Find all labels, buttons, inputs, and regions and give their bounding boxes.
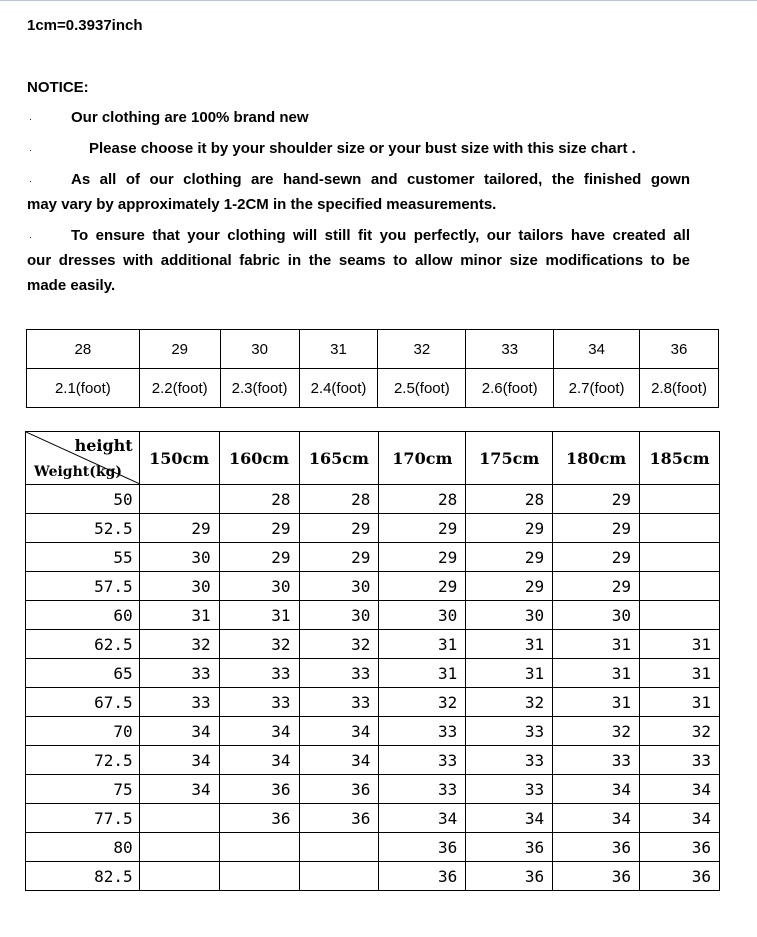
height-column-header: 170cm xyxy=(379,432,466,485)
feet-row xyxy=(27,369,719,408)
weight-cell: 75 xyxy=(26,775,140,804)
size-value-cell: 34 xyxy=(219,717,299,746)
notice-para4-line: made easily. xyxy=(27,277,116,294)
size-value-cell: 30 xyxy=(466,601,553,630)
height-column-header: 160cm xyxy=(219,432,299,485)
weight-cell: 60 xyxy=(26,601,140,630)
size-value-cell xyxy=(139,862,219,891)
weight-cell: 72.5 xyxy=(26,746,140,775)
notice-line-brand-new: Our clothing are 100% brand new xyxy=(71,109,309,126)
table-row xyxy=(26,659,720,688)
size-value-cell: 33 xyxy=(299,688,379,717)
feet-cell: 2.7(foot) xyxy=(554,369,640,408)
height-column-header: 185cm xyxy=(640,432,720,485)
weight-cell: 70 xyxy=(26,717,140,746)
size-value-cell: 34 xyxy=(379,804,466,833)
size-value-cell: 33 xyxy=(466,717,553,746)
size-value-cell: 33 xyxy=(139,688,219,717)
size-value-cell: 28 xyxy=(299,485,379,514)
size-value-cell: 31 xyxy=(640,630,720,659)
size-value-cell xyxy=(139,804,219,833)
corner-header xyxy=(26,432,140,485)
size-value-cell: 31 xyxy=(553,659,640,688)
size-value-cell: 33 xyxy=(466,775,553,804)
size-chart-table xyxy=(25,431,720,891)
size-value-cell: 31 xyxy=(466,659,553,688)
size-value-cell: 34 xyxy=(139,717,219,746)
size-value-cell: 33 xyxy=(466,746,553,775)
size-value-cell: 31 xyxy=(553,630,640,659)
size-value-cell: 31 xyxy=(379,630,466,659)
size-value-cell: 29 xyxy=(466,543,553,572)
notice-para4-line: our dresses with additional fabric in the seams to allow minor size modifications to be xyxy=(27,252,690,269)
size-value-cell: 32 xyxy=(219,630,299,659)
size-value-cell: 30 xyxy=(299,601,379,630)
feet-cell: 2.1(foot) xyxy=(27,369,140,408)
weight-cell: 50 xyxy=(26,485,140,514)
feet-cell: 2.2(foot) xyxy=(139,369,220,408)
size-value-cell: 33 xyxy=(379,717,466,746)
size-value-cell: 36 xyxy=(379,862,466,891)
table-row xyxy=(26,746,720,775)
size-value-cell: 33 xyxy=(553,746,640,775)
weight-cell: 80 xyxy=(26,833,140,862)
size-value-cell: 33 xyxy=(640,746,720,775)
size-value-cell: 36 xyxy=(219,804,299,833)
table-row xyxy=(26,804,720,833)
size-value-cell: 34 xyxy=(640,775,720,804)
weight-cell: 52.5 xyxy=(26,514,140,543)
size-cell: 30 xyxy=(220,330,299,369)
size-value-cell: 36 xyxy=(219,775,299,804)
size-value-cell xyxy=(139,485,219,514)
size-value-cell xyxy=(640,543,720,572)
notice-title: NOTICE: xyxy=(27,79,89,96)
size-value-cell: 36 xyxy=(299,775,379,804)
notice-line-choose-size: Please choose it by your shoulder size or your bust size with this size chart . xyxy=(89,140,636,157)
size-value-cell xyxy=(139,833,219,862)
notice-para4-line: To ensure that your clothing will still fit you perfectly, our tailors have created all xyxy=(71,227,690,244)
feet-cell: 2.5(foot) xyxy=(378,369,466,408)
bullet-dot: · xyxy=(29,232,32,242)
size-value-cell: 30 xyxy=(219,572,299,601)
weight-cell: 57.5 xyxy=(26,572,140,601)
size-value-cell: 34 xyxy=(553,775,640,804)
size-value-cell: 32 xyxy=(139,630,219,659)
size-value-cell: 36 xyxy=(640,862,720,891)
size-value-cell: 28 xyxy=(379,485,466,514)
size-value-cell: 32 xyxy=(640,717,720,746)
size-cell: 32 xyxy=(378,330,466,369)
size-value-cell: 34 xyxy=(640,804,720,833)
weight-cell: 65 xyxy=(26,659,140,688)
table-row xyxy=(26,601,720,630)
table-row xyxy=(26,833,720,862)
feet-cell: 2.4(foot) xyxy=(299,369,378,408)
table-row xyxy=(26,485,720,514)
feet-cell: 2.6(foot) xyxy=(466,369,554,408)
size-value-cell: 34 xyxy=(139,746,219,775)
size-value-cell: 36 xyxy=(640,833,720,862)
size-value-cell: 34 xyxy=(553,804,640,833)
height-column-header: 165cm xyxy=(299,432,379,485)
size-value-cell: 33 xyxy=(139,659,219,688)
size-value-cell: 33 xyxy=(379,775,466,804)
top-border xyxy=(0,0,757,1)
size-value-cell xyxy=(640,485,720,514)
size-value-cell: 29 xyxy=(219,514,299,543)
height-label: height xyxy=(74,436,133,455)
height-column-header: 175cm xyxy=(466,432,553,485)
weight-cell: 77.5 xyxy=(26,804,140,833)
size-value-cell: 29 xyxy=(466,572,553,601)
size-value-cell: 31 xyxy=(553,688,640,717)
size-value-cell: 36 xyxy=(466,862,553,891)
size-value-cell: 30 xyxy=(299,572,379,601)
table-row xyxy=(26,688,720,717)
table-row xyxy=(26,775,720,804)
size-value-cell: 33 xyxy=(219,659,299,688)
size-value-cell: 36 xyxy=(553,862,640,891)
notice-para3-line: As all of our clothing are hand-sewn and customer tailored, the finished gown xyxy=(71,171,690,188)
size-value-cell: 30 xyxy=(139,543,219,572)
size-cell: 29 xyxy=(139,330,220,369)
size-value-cell: 29 xyxy=(299,514,379,543)
size-conversion-table xyxy=(26,329,719,408)
size-value-cell: 29 xyxy=(219,543,299,572)
weight-cell: 67.5 xyxy=(26,688,140,717)
size-value-cell: 29 xyxy=(299,543,379,572)
size-value-cell: 28 xyxy=(219,485,299,514)
size-cell: 28 xyxy=(27,330,140,369)
size-cell: 31 xyxy=(299,330,378,369)
size-value-cell: 30 xyxy=(553,601,640,630)
feet-cell: 2.3(foot) xyxy=(220,369,299,408)
size-value-cell: 34 xyxy=(139,775,219,804)
size-value-cell: 31 xyxy=(139,601,219,630)
size-value-cell: 36 xyxy=(553,833,640,862)
size-value-cell: 31 xyxy=(466,630,553,659)
size-value-cell: 33 xyxy=(299,659,379,688)
size-value-cell: 29 xyxy=(553,543,640,572)
size-value-cell xyxy=(640,572,720,601)
unit-conversion: 1cm=0.3937inch xyxy=(27,17,143,34)
size-value-cell: 32 xyxy=(553,717,640,746)
size-value-cell xyxy=(219,833,299,862)
feet-cell: 2.8(foot) xyxy=(640,369,719,408)
size-value-cell: 31 xyxy=(640,688,720,717)
size-cell: 34 xyxy=(554,330,640,369)
size-cell: 33 xyxy=(466,330,554,369)
bullet-dot: · xyxy=(29,114,32,124)
size-value-cell: 36 xyxy=(379,833,466,862)
size-value-cell: 29 xyxy=(379,514,466,543)
size-value-cell: 31 xyxy=(379,659,466,688)
size-row xyxy=(27,330,719,369)
table-row xyxy=(26,630,720,659)
size-value-cell: 34 xyxy=(466,804,553,833)
size-value-cell: 30 xyxy=(379,601,466,630)
size-value-cell: 33 xyxy=(219,688,299,717)
size-value-cell: 34 xyxy=(219,746,299,775)
size-value-cell: 29 xyxy=(553,485,640,514)
size-cell: 36 xyxy=(640,330,719,369)
size-value-cell: 32 xyxy=(299,630,379,659)
weight-cell: 55 xyxy=(26,543,140,572)
size-value-cell: 29 xyxy=(553,572,640,601)
notice-para3-line: may vary by approximately 1-2CM in the specified measurements. xyxy=(27,196,497,213)
bullet-dot: · xyxy=(29,145,32,155)
size-value-cell: 29 xyxy=(139,514,219,543)
size-value-cell: 28 xyxy=(466,485,553,514)
size-value-cell xyxy=(299,833,379,862)
size-value-cell: 29 xyxy=(553,514,640,543)
weight-label: Weight(kg) xyxy=(34,464,122,480)
table-row xyxy=(26,543,720,572)
size-value-cell: 29 xyxy=(379,572,466,601)
size-value-cell: 36 xyxy=(466,833,553,862)
size-value-cell: 32 xyxy=(379,688,466,717)
size-value-cell xyxy=(219,862,299,891)
weight-cell: 62.5 xyxy=(26,630,140,659)
size-value-cell: 33 xyxy=(379,746,466,775)
height-header-row xyxy=(26,432,720,485)
height-column-header: 150cm xyxy=(139,432,219,485)
size-value-cell: 34 xyxy=(299,746,379,775)
size-value-cell xyxy=(640,514,720,543)
size-value-cell: 32 xyxy=(466,688,553,717)
size-value-cell: 31 xyxy=(219,601,299,630)
height-column-header: 180cm xyxy=(553,432,640,485)
size-value-cell: 36 xyxy=(299,804,379,833)
size-value-cell xyxy=(640,601,720,630)
size-value-cell xyxy=(299,862,379,891)
size-value-cell: 31 xyxy=(640,659,720,688)
bullet-dot: · xyxy=(29,176,32,186)
size-value-cell: 29 xyxy=(379,543,466,572)
table-row xyxy=(26,862,720,891)
size-value-cell: 34 xyxy=(299,717,379,746)
table-row xyxy=(26,572,720,601)
size-value-cell: 30 xyxy=(139,572,219,601)
weight-cell: 82.5 xyxy=(26,862,140,891)
size-value-cell: 29 xyxy=(466,514,553,543)
table-row xyxy=(26,717,720,746)
table-row xyxy=(26,514,720,543)
